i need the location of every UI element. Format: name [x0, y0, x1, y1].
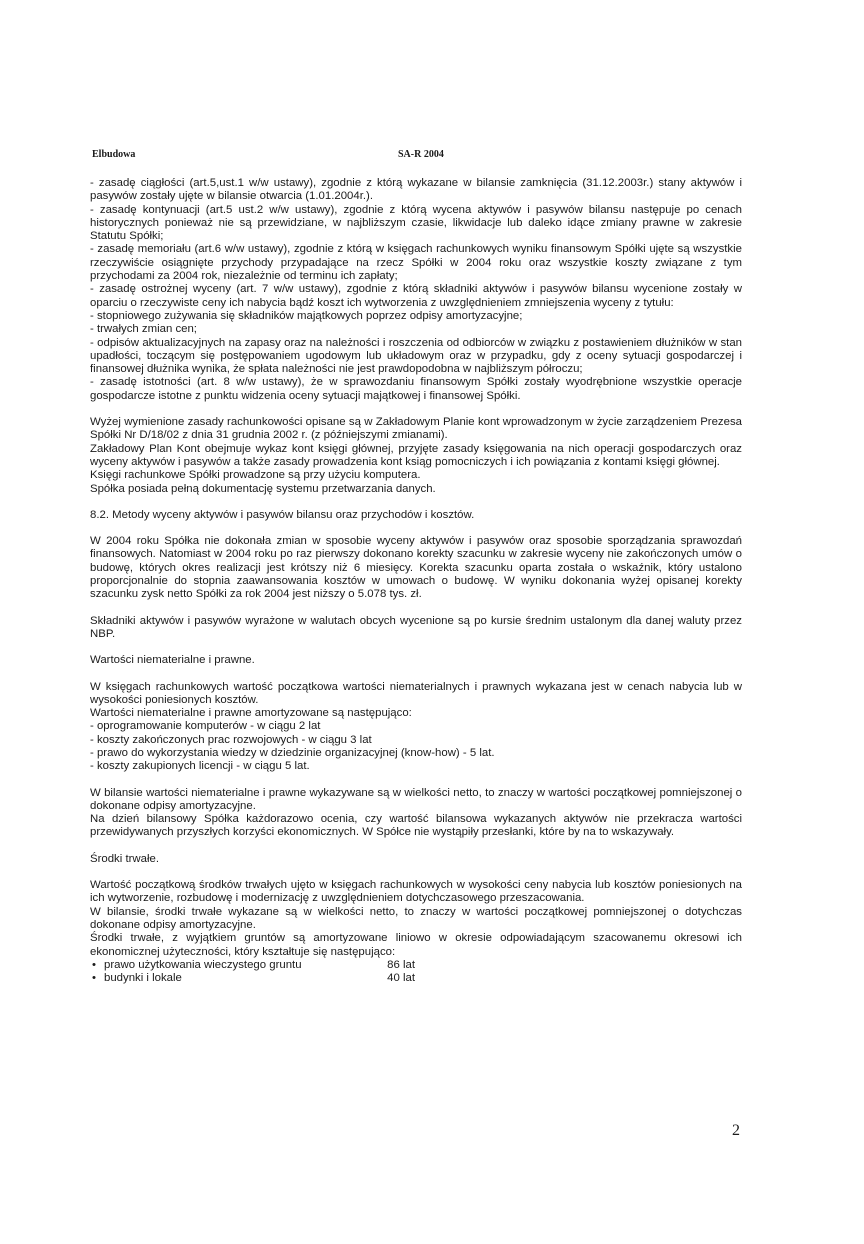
list-item	[90, 972, 742, 985]
paragraph: - zasadę ciągłości (art.5,ust.1 w/w ustawy), zgodnie z którą wykazane w bilansie zamknięcia (31.12.2003r.) stany aktywów i pasywów zostały ujęte w bilansie otwarcia (1.01.2004r.).	[90, 177, 742, 203]
paragraph: Wyżej wymienione zasady rachunkowości opisane są w Zakładowym Planie kont wprowadzonym w życie zarządzeniem Prezesa Spółki Nr D/18/02 z dnia 31 grudnia 2002 r. (z późniejszymi zmianami).	[90, 416, 742, 442]
header-company: Elbudowa	[92, 149, 136, 160]
paragraph: - zasadę ostrożnej wyceny (art. 7 w/w ustawy), zgodnie z którą składniki aktywów i pasywów bilansu wycenione zostały w oparciu o rzeczywiste ceny ich nabycia bądź koszt ich wytworzenia z uwzględnieniem zmniejszenia wyceny z tytułu:	[90, 283, 742, 309]
paragraph: - koszty zakończonych prac rozwojowych - w ciągu 3 lat	[90, 733, 372, 746]
asset-period: 40 lat	[387, 972, 416, 985]
paragraph: W 2004 roku Spółka nie dokonała zmian w sposobie wyceny aktywów i pasywów oraz sposobie sporządzania sprawozdań finansowych. Natomiast w 2004 roku po raz pierwszy dokonano korekty szacunku w zakresie wyceny nie zakończonych umów o budowę, których okres realizacji jest krótszy niż 6 miesięcy. Korekta szacunku oparta została o wskaźnik, który ustalono proporcjonalnie do stopnia zaawansowania kosztów w umowach o budowę. W wyniku dokonania wyżej opisanej korekty szacunku zysk netto Spółki za rok 2004 jest niższy o 5.078 tys. zł.	[90, 535, 742, 601]
paragraph: Spółka posiada pełną dokumentację systemu przetwarzania danych.	[90, 482, 436, 495]
paragraph: - prawo do wykorzystania wiedzy w dziedzinie organizacyjnej (know-how) - 5 lat.	[90, 746, 495, 759]
paragraph: - oprogramowanie komputerów - w ciągu 2 lat	[90, 720, 321, 733]
paragraph: Zakładowy Plan Kont obejmuje wykaz kont księgi głównej, przyjęte zasady księgowania na nich operacji gospodarczych oraz wyceny aktywów i pasywów a także zasady prowadzenia kont ksiąg pomocniczych i ich powiązania z kontami księgi głównej.	[90, 442, 742, 468]
section-title: Środki trwałe.	[90, 852, 160, 865]
paragraph: - zasadę kontynuacji (art.5 ust.2 w/w ustawy), zgodnie z którą wycena aktywów i pasywów bilansu następuje po cenach historycznych ponieważ nie są przewidziane, w najbliższym czasie, likwidacje lub daleko idące zmiany prawne w zakresie Statutu Spółki;	[90, 203, 742, 243]
bullet: •	[92, 958, 96, 971]
page-number: 2	[732, 1122, 740, 1139]
asset-name: prawo użytkowania wieczystego gruntu	[104, 958, 302, 971]
paragraph: - stopniowego zużywania się składników majątkowych poprzez odpisy amortyzacyjne;	[90, 309, 523, 322]
paragraph: W bilansie wartości niematerialne i prawne wykazywane są w wielkości netto, to znaczy w wartości początkowej pomniejszonej o dokonane odpisy amortyzacyjne.	[90, 786, 742, 812]
paragraph: - zasadę istotności (art. 8 w/w ustawy), że w sprawozdaniu finansowym Spółki zostały wyodrębnione wszystkie operacje gospodarcze istotne z punktu widzenia oceny sytuacji majątkowej i finansowej Spółki.	[90, 376, 742, 402]
paragraph: Na dzień bilansowy Spółka każdorazowo ocenia, czy wartość bilansowa wykazanych aktywów nie przekracza wartości przewidywanych przyszłych korzyści ekonomicznych. W Spółce nie wystąpiły przesłanki, które by na to wskazywały.	[90, 813, 742, 839]
list-item	[90, 959, 742, 972]
paragraph: Księgi rachunkowe Spółki prowadzone są przy użyciu komputera.	[90, 469, 421, 482]
bullet: •	[92, 972, 96, 985]
section-title: Wartości niematerialne i prawne.	[90, 654, 255, 667]
paragraph: Składniki aktywów i pasywów wyrażone w walutach obcych wycenione są po kursie średnim ustalonym dla danej waluty przez NBP.	[90, 614, 742, 640]
paragraph: W bilansie, środki trwałe wykazane są w wielkości netto, to znaczy w wartości początkowej pomniejszonej o dotychczas dokonane odpisy amortyzacyjne.	[90, 905, 742, 931]
paragraph: - trwałych zmian cen;	[90, 323, 197, 336]
asset-period: 86 lat	[387, 958, 416, 971]
document-body	[90, 177, 742, 985]
paragraph: - koszty zakupionych licencji - w ciągu 5 lat.	[90, 760, 310, 773]
paragraph: W księgach rachunkowych wartość początkowa wartości niematerialnych i prawnych wykazana jest w cenach nabycia lub w wysokości poniesionych kosztów.	[90, 680, 742, 706]
paragraph: Wartości niematerialne i prawne amortyzowane są następująco:	[90, 707, 412, 720]
paragraph: - zasadę memoriału (art.6 w/w ustawy), zgodnie z którą w księgach rachunkowych wyniku finansowym Spółki ujęte są wszystkie rzeczywiście osiągnięte przychody przypadające na rzecz Spółki w 2004 roku oraz wszystkie koszty związane z tym przychodami za 2004 rok, niezależnie od terminu ich zapłaty;	[90, 243, 742, 283]
header-report: SA-R 2004	[398, 149, 444, 160]
amortization-list	[90, 959, 742, 986]
paragraph: - odpisów aktualizacyjnych na zapasy oraz na należności i roszczenia od odbiorców w związku z postawieniem dłużników w stan upadłości, toczącym się postępowaniem ugodowym lub układowym oraz w przypadku, gdy z oceny sytuacji gospodarczej i finansowej dłużnika wynika, że spłata należności nie jest prawdopodobna w najbliższym półroczu;	[90, 336, 742, 376]
paragraph: Wartość początkową środków trwałych ujęto w księgach rachunkowych w wysokości ceny nabycia lub kosztów poniesionych na ich wytworzenie, rozbudowę i modernizację z uwzględnieniem dotychczasowego przeszacowania.	[90, 879, 742, 905]
asset-name: budynki i lokale	[104, 972, 182, 985]
paragraph: Środki trwałe, z wyjątkiem gruntów są amortyzowane liniowo w okresie odpowiadającym szacowanemu okresowi ich ekonomicznej użyteczności, który kształtuje się następująco:	[90, 932, 742, 958]
section-title: 8.2. Metody wyceny aktywów i pasywów bilansu oraz przychodów i kosztów.	[90, 508, 475, 521]
